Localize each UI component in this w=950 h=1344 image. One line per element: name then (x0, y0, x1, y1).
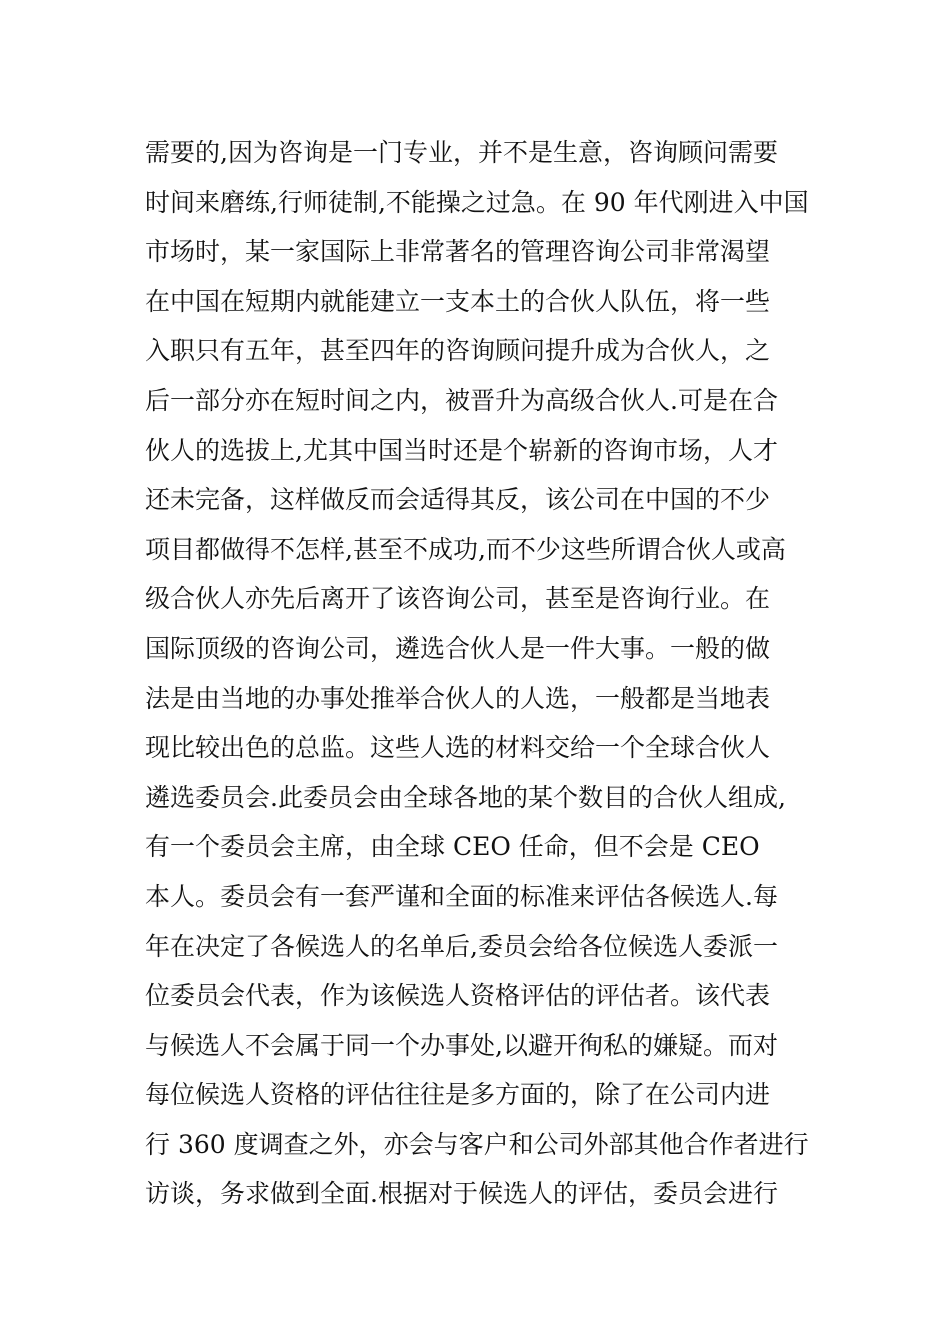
text-line: 入职只有五年，甚至四年的咨询顾问提升成为合伙人，之 (145, 336, 771, 366)
text-line: 还未完备，这样做反而会适得其反，该公司在中国的不少 (145, 485, 771, 515)
text-line: 每位候选人资格的评估往往是多方面的，除了在公司内进 (145, 1080, 771, 1110)
text-line: 与候选人不会属于同一个办事处,以避开徇私的嫌疑。而对 (145, 1030, 778, 1060)
text-line: 时间来磨练,行师徒制,不能操之过急。在 90 年代刚进入中国 (145, 187, 809, 217)
text-line: 年在决定了各候选人的名单后,委员会给各位候选人委派一 (145, 931, 778, 961)
text-line: 本人。委员会有一套严谨和全面的标准来评估各候选人.每 (145, 881, 778, 911)
text-line: 项目都做得不怎样,甚至不成功,而不少这些所谓合伙人或高 (145, 534, 786, 564)
text-line: 在中国在短期内就能建立一支本土的合伙人队伍，将一些 (145, 286, 771, 316)
text-line: 现比较出色的总监。这些人选的材料交给一个全球合伙人 (145, 733, 771, 763)
text-line: 遴选委员会.此委员会由全球各地的某个数目的合伙人组成, (145, 782, 786, 812)
text-line: 级合伙人亦先后离开了该咨询公司，甚至是咨询行业。在 (145, 584, 771, 614)
text-line: 访谈，务求做到全面.根据对于候选人的评估，委员会进行 (145, 1179, 778, 1209)
body-text (145, 128, 825, 1219)
text-line: 伙人的选拔上,尤其中国当时还是个崭新的咨询市场，人才 (145, 435, 778, 465)
text-line: 后一部分亦在短时间之内，被晋升为高级合伙人.可是在合 (145, 385, 778, 415)
text-line: 市场时，某一家国际上非常著名的管理咨询公司非常渴望 (145, 237, 771, 267)
text-line: 行 360 度调查之外，亦会与客户和公司外部其他合作者进行 (145, 1129, 809, 1159)
text-line: 需要的,因为咨询是一门专业，并不是生意，咨询顾问需要 (145, 138, 778, 167)
text-line: 国际顶级的咨询公司，遴选合伙人是一件大事。一般的做 (145, 633, 771, 663)
text-line: 位委员会代表，作为该候选人资格评估的评估者。该代表 (145, 981, 771, 1011)
text-line: 法是由当地的办事处推举合伙人的人选，一般都是当地表 (145, 683, 771, 713)
text-line: 有一个委员会主席，由全球 CEO 任命，但不会是 CEO (145, 832, 760, 862)
